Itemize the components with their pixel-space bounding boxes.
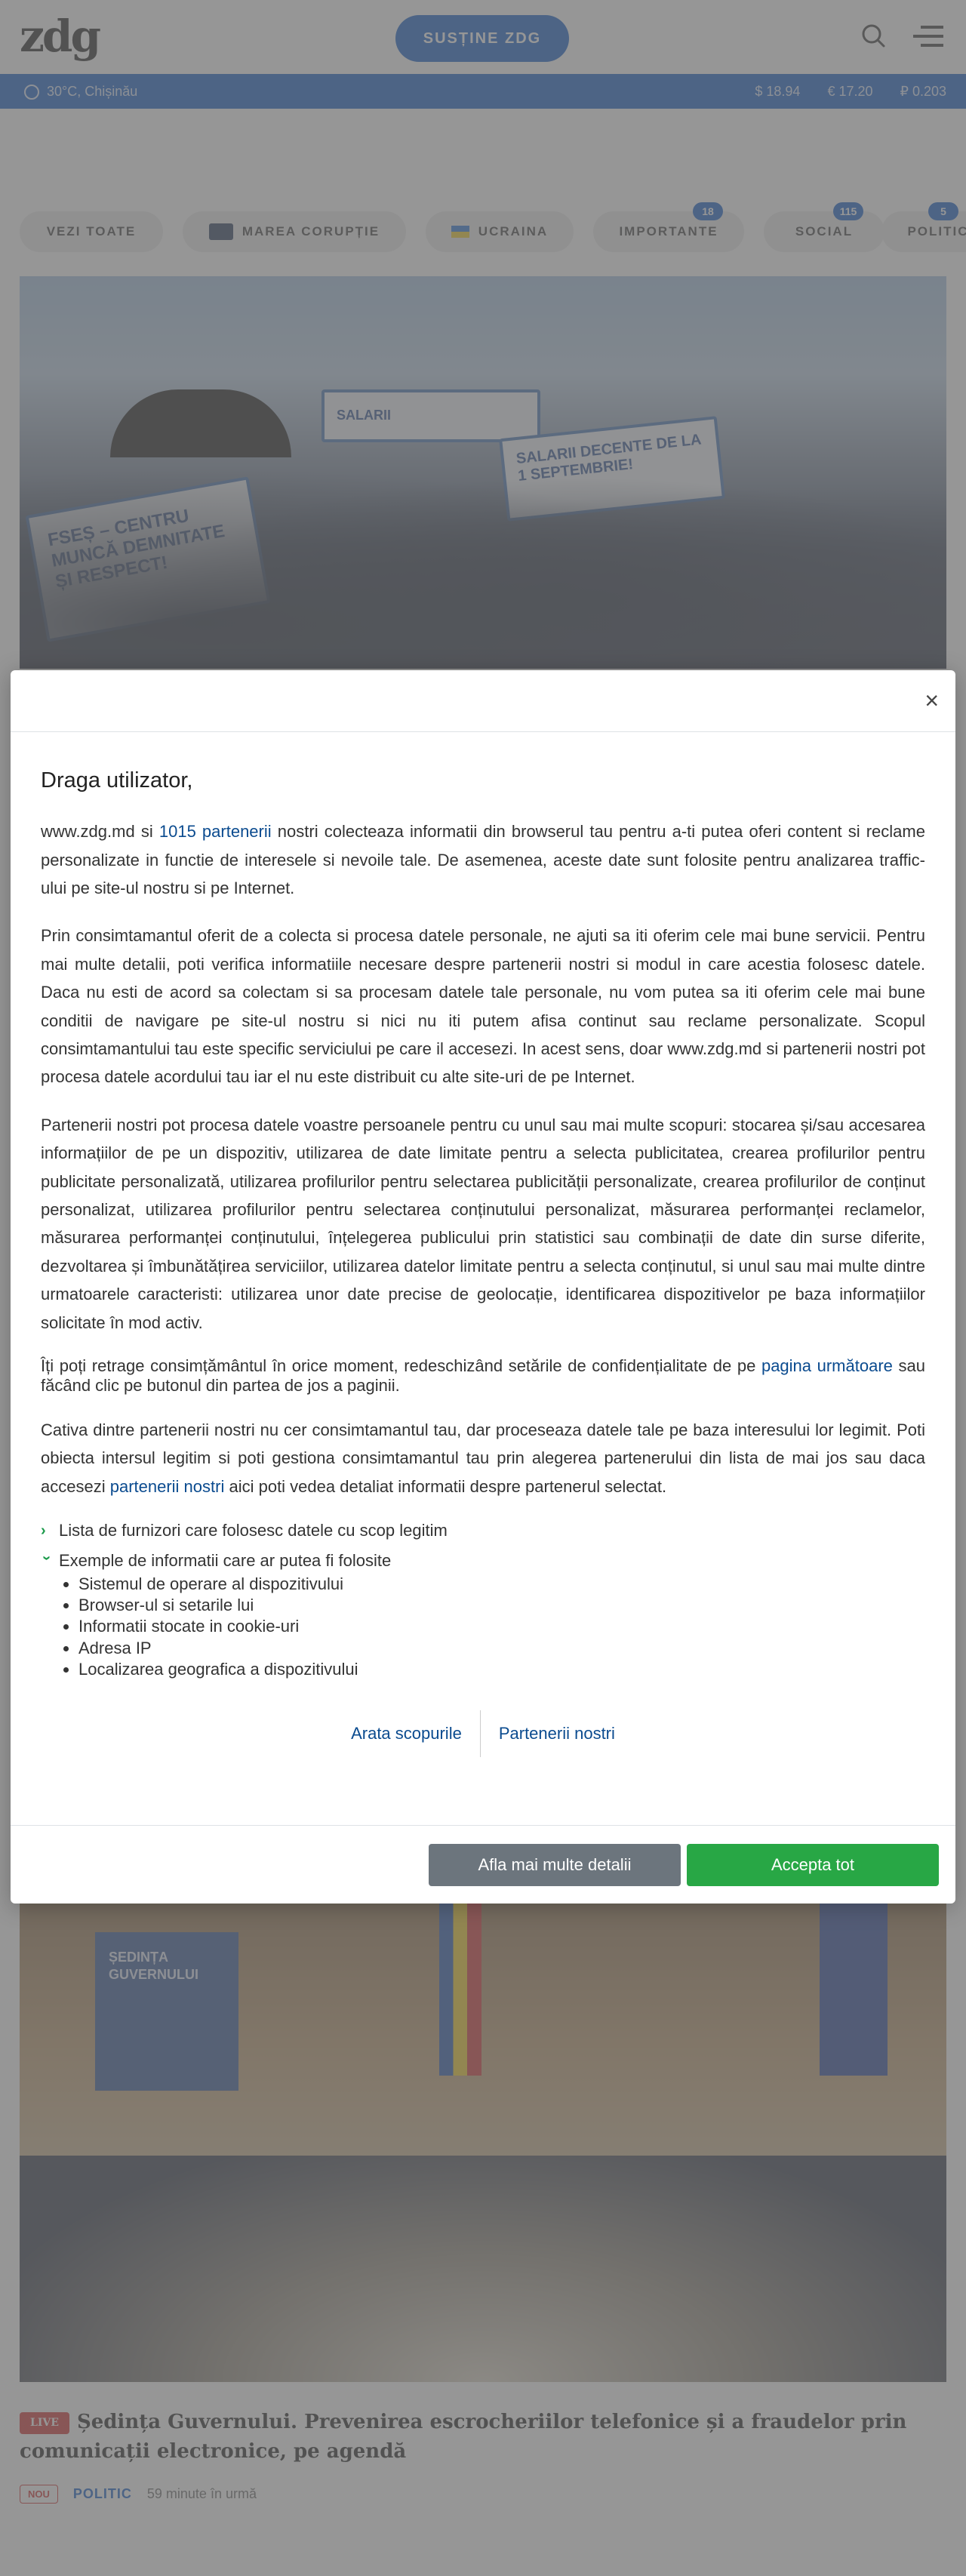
modal-links-row [41,1710,925,1757]
consent-paragraph-5 [41,1416,925,1500]
info-examples-list [41,1574,925,1680]
info-examples-toggle[interactable] [38,1550,925,1572]
text: Cativa dintre partenerii nostri nu cer consimtamantul tau, dar proceseaza datele tale pe baza interesului lor legimit. Poti obiecta intersul legitim si poti gestiona consimtamantul tau prin alegerea partenerului din lista de mai jos sau daca accesezi [41,1420,925,1496]
text: sau făcând clic pe butonul din partea de jos a paginii. [41,1356,925,1396]
text: www.zdg.md si [41,822,159,842]
list-item: • Browser-ul si setarile lui [78,1595,925,1616]
next-page-link[interactable]: pagina următoare [761,1356,893,1375]
modal-body [11,732,955,1757]
accept-all-button[interactable]: Accepta tot [687,1844,939,1886]
chevron-right-icon: › [41,1522,46,1540]
close-button[interactable]: × [924,687,939,714]
list-item: • Sistemul de operare al dispozitivului [78,1574,925,1595]
more-details-button[interactable]: Afla mai multe detalii [429,1844,681,1886]
modal-footer [11,1825,955,1904]
consent-modal [11,670,955,1904]
modal-header [11,670,955,732]
toggle-label: Exemple de informatii care ar putea fi folosite [59,1551,392,1571]
text: aici poti vedea detaliat informatii despre partenerul selectat. [224,1476,667,1496]
modal-title: Draga utilizator, [41,768,193,792]
consent-paragraph-2: Prin consimtamantul oferit de a colecta si procesa datele personale, ne ajuti sa iti oferim cele mai bune servicii. Pentru mai multe detalii, poti verifica informatiile necesare despre partenerii nostri si modul in care acestia folosesc datele. Daca nu esti de acord sa colectam si sa procesam datele tale personale, nu vom putea sa iti oferim cele mai bune conditii de navigare pe site-ul nostru si nici nu iti putem afisa continut sau reclame personalizate. Scopul consimtamantului tau este specific serviciului pe care il accesezi. In acest sens, doar www.zdg.md si partenerii nostri pot procesa datele acordului tau iar el nu este distribuit cu alte site-uri de pe Internet. [41,926,925,1087]
text: Îți poți retrage consimțământul în orice moment, redeschizând setările de confidențialitate de pe [41,1356,761,1375]
partners-count-link[interactable]: 1015 partenerii [158,822,272,842]
list-item: • Informatii stocate in cookie-uri [78,1616,925,1637]
list-item: • Localizarea geografica a dispozitivului [78,1659,925,1680]
legit-vendors-toggle[interactable] [41,1520,925,1542]
our-partners-inline-link[interactable]: partenerii nostri [109,1476,225,1496]
consent-paragraph-3: Partenerii nostri pot procesa datele voastre persoanele pentru cu unul sau mai multe scopuri: stocarea și/sau accesarea informațiilor de pe un dispozitiv, utilizarea de date limitate pentru a selecta publicitatea, crearea profilurilor pentru publicitate personalizată, utilizarea profilurilor pentru selectarea publicității personalizate, crearea profilurilor de conținut personalizat, utilizarea profilurilor pentru selectarea conținutului personalizat, măsurarea performanței reclamelor, măsurarea performanței conținutului, înțelegerea publicului prin statistici sau combinații de date din surse diferite, dezvoltarea și îmbunătățirea serviciilor, utilizarea datelor limitate pentru a selecta conținutul, si unul sau mai multe dintre urmatoarele caracteristi: utilizarea unor date precise de geolocație, identificarea dispozitivelor pe baza informațiilor solicitate în mod activ. [41,1115,925,1332]
toggle-label: Lista de furnizori care folosesc datele cu scop legitim [59,1520,448,1540]
consent-paragraph-1 [41,817,925,902]
list-item: • Adresa IP [78,1638,925,1659]
our-partners-link[interactable]: Partenerii nostri [498,1724,615,1743]
chevron-down-icon: › [38,1555,55,1561]
consent-paragraph-4 [41,1356,925,1396]
show-purposes-link[interactable]: Arata scopurile [351,1724,462,1743]
text: nostri colecteaza informatii din browserul tau pentru a-ti putea oferi content si reclame personalizate in functie de interesele si nevoile tale. De asemenea, aceste date sunt folosite pentru analizarea traffic-ului pe site-ul nostru si pe Internet. [41,822,925,898]
